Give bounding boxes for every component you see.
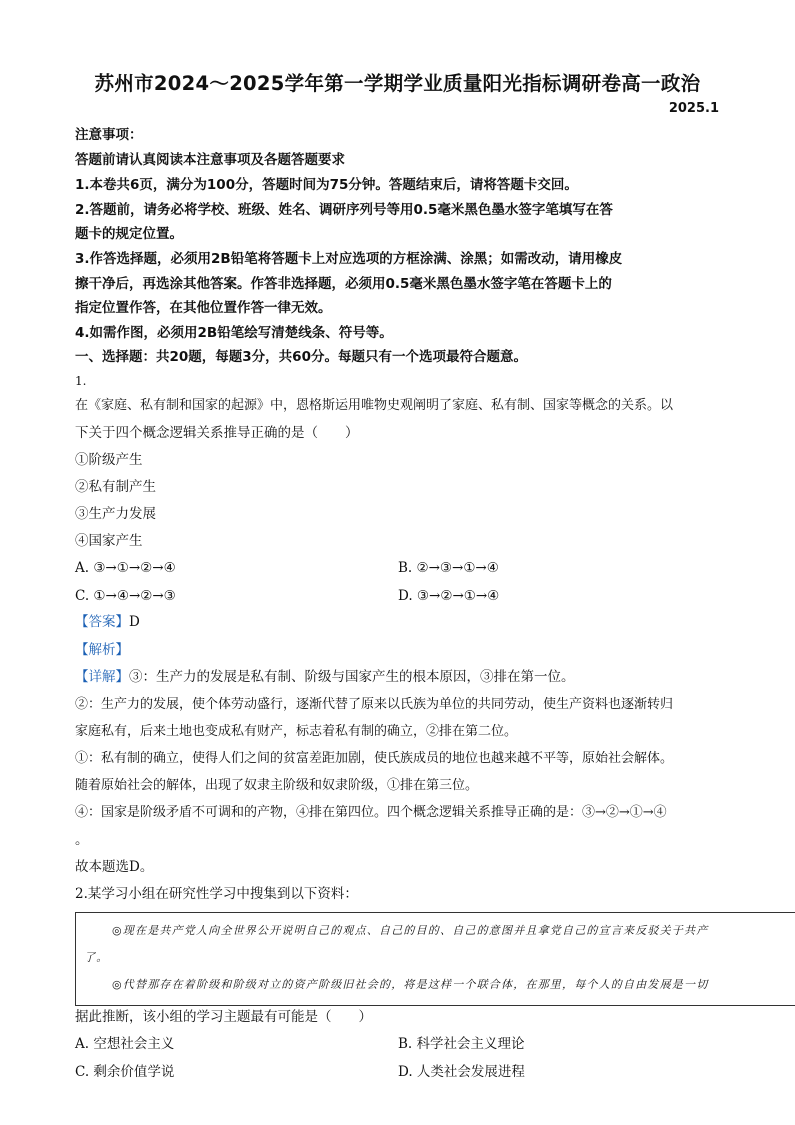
q2-material-2: ◎代替那存在着阶级和阶级对立的资产阶级旧社会的，将是这样一个联合体，在那里，每个人的自由发展是一切 bbox=[112, 978, 709, 991]
detail-line-3b: 随着原始社会的解体，出现了奴隶主阶级和奴隶阶级，①排在第三位。 bbox=[75, 778, 479, 793]
section-heading: 一、选择题：共20题，每题3分，共60分。每题只有一个选项最符合题意。 bbox=[75, 349, 527, 365]
detail-line-2a: ②：生产力的发展，使个体劳动盛行，逐渐代替了原来以氏族为单位的共同劳动，使生产资料也逐渐转归 bbox=[75, 697, 674, 712]
detail-line-4-end: 。 bbox=[75, 832, 89, 848]
q1-option-a: A. ③→①→②→④ bbox=[75, 560, 176, 576]
q2-option-a: A. 空想社会主义 bbox=[75, 1036, 175, 1052]
q1-choice-2: ②私有制产生 bbox=[75, 479, 156, 495]
notice-item-1: 1.本卷共6页，满分为100分，答题时间为75分钟。答题结束后，请将答题卡交回。 bbox=[75, 177, 578, 193]
detail-line-3a: ①：私有制的确立，使得人们之间的贫富差距加剧，使氏族成员的地位也越来越不平等，原始社会解体。 bbox=[75, 751, 674, 766]
q2-question: 据此推断，该小组的学习主题最有可能是（ ） bbox=[75, 1009, 372, 1025]
detail-line-1 bbox=[75, 668, 575, 686]
page-title: 苏州市2024～2025学年第一学期学业质量阳光指标调研卷高一政治 bbox=[94, 72, 701, 95]
q2-material-1b: 了。 bbox=[84, 951, 109, 964]
notice-item-2b: 题卡的规定位置。 bbox=[75, 226, 183, 242]
detail-text-1: ③：生产力的发展是私有制、阶级与国家产生的根本原因，③排在第一位。 bbox=[129, 669, 575, 685]
detail-line-4: ④：国家是阶级矛盾不可调和的产物，④排在第四位。四个概念逻辑关系推导正确的是：③→②→①→④ bbox=[75, 805, 667, 820]
answer-value: D bbox=[129, 614, 140, 630]
notice-item-4: 4.如需作图，必须用2B铅笔绘写清楚线条、符号等。 bbox=[75, 325, 393, 341]
q1-choice-1: ①阶级产生 bbox=[75, 452, 143, 468]
q1-choice-4: ④国家产生 bbox=[75, 533, 143, 549]
notice-heading: 注意事项： bbox=[75, 127, 143, 143]
notice-item-2a: 2.答题前，请务必将学校、班级、姓名、调研序列号等用0.5毫米黑色墨水签字笔填写在答 bbox=[75, 202, 613, 218]
q1-answer-line bbox=[75, 613, 140, 631]
q2-material-box bbox=[75, 912, 795, 1006]
notice-intro: 答题前请认真阅读本注意事项及各题答题要求 bbox=[75, 152, 345, 168]
q1-stem-line2: 下关于四个概念逻辑关系推导正确的是（ ） bbox=[75, 425, 359, 441]
analysis-label: 【解析】 bbox=[75, 642, 129, 658]
detail-line-2b: 家庭私有，后来土地也变成私有财产，标志着私有制的确立，②排在第二位。 bbox=[75, 724, 518, 739]
q1-number: 1. bbox=[75, 374, 87, 388]
q1-stem-line1: 在《家庭、私有制和国家的起源》中，恩格斯运用唯物史观阐明了家庭、私有制、国家等概念的关系。以 bbox=[75, 398, 674, 413]
q2-material-1a: ◎现在是共产党人向全世界公开说明自己的观点、自己的目的、自己的意图并且拿党自己的宣言来反驳关于共产 bbox=[112, 924, 709, 937]
detail-label: 【详解】 bbox=[75, 669, 129, 685]
q2-option-b: B. 科学社会主义理论 bbox=[398, 1036, 525, 1052]
q1-choice-3: ③生产力发展 bbox=[75, 506, 156, 522]
answer-label: 【答案】 bbox=[75, 614, 129, 630]
q1-option-c: C. ①→④→②→③ bbox=[75, 588, 176, 604]
q1-option-d: D. ③→②→①→④ bbox=[398, 588, 500, 604]
notice-item-3a: 3.作答选择题，必须用2B铅笔将答题卡上对应选项的方框涂满、涂黑；如需改动，请用橡皮 bbox=[75, 251, 623, 267]
q1-option-b: B. ②→③→①→④ bbox=[398, 560, 499, 576]
notice-item-3c: 指定位置作答，在其他位置作答一律无效。 bbox=[75, 300, 332, 316]
exam-date: 2025.1 bbox=[668, 101, 719, 116]
q2-stem: 2.某学习小组在研究性学习中搜集到以下资料： bbox=[75, 886, 358, 902]
q2-option-d: D. 人类社会发展进程 bbox=[398, 1064, 525, 1080]
q1-conclusion: 故本题选D。 bbox=[75, 859, 154, 875]
notice-item-3b: 擦干净后，再选涂其他答案。作答非选择题，必须用0.5毫米黑色墨水签字笔在答题卡上的 bbox=[75, 276, 612, 292]
q2-option-c: C. 剩余价值学说 bbox=[75, 1064, 175, 1080]
